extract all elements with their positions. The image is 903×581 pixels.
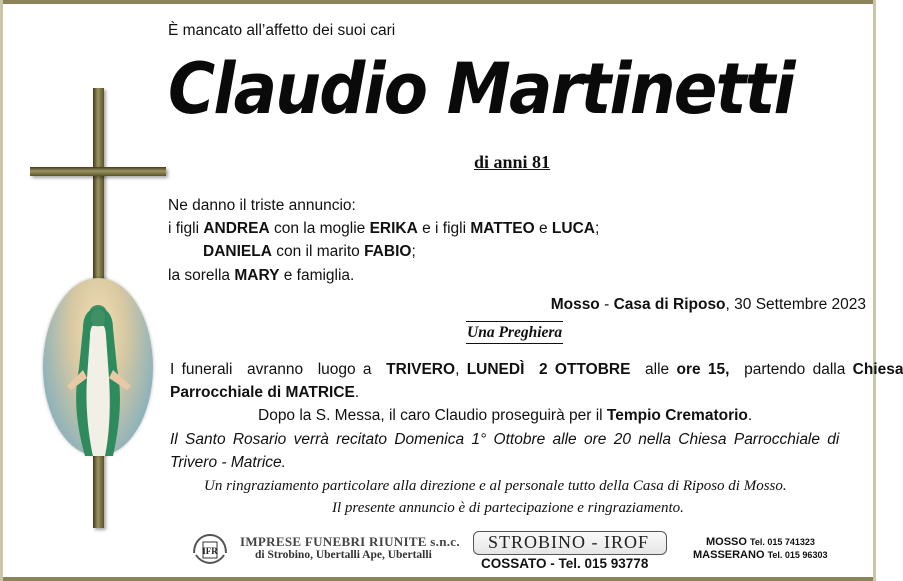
text-run: partendo dalla [729,361,853,378]
text-run: LUCA [551,220,595,237]
text-run: LUNEDÌ 2 OTTOBRE [466,361,631,378]
funeral-line-1 [170,361,903,379]
text-run: MARY [234,267,280,284]
text-run: Casa di Riposo [613,296,726,313]
deceased-name: Claudio Martinetti [168,48,794,130]
place-date [551,296,866,314]
cossato-contact: COSSATO - Tel. 015 93778 [481,556,649,571]
announcement-line-4 [168,267,354,285]
text-run: - [599,296,614,313]
madonna-icon [43,278,153,456]
company-subtitle: di Strobino, Ubertalli Ape, Ubertalli [255,549,432,561]
text-run: , 30 Settembre 2023 [725,296,866,313]
text-run: ERIKA [369,220,418,237]
prayer-label: Una Preghiera [466,321,563,344]
text-run: ; [594,220,600,237]
rosary-line-2: Trivero - Matrice. [170,454,286,471]
text-run: Tempio Crematorio [606,407,748,424]
text-run: e [534,220,552,237]
text-run: Chiesa [852,361,903,378]
thanks-line-1: Un ringraziamento particolare alla direzione e al personale tutto della Casa di Riposo di Mosso. [204,478,787,494]
text-run: MATTEO [470,220,535,237]
text-run: i figli [168,220,204,237]
text-run: ; [411,243,416,260]
masserano-contact [693,549,827,561]
rosary-line-1: Il Santo Rosario verrà recitato Domenica 1° Ottobre alle ore 20 nella Chiesa Parrocchiale di [170,431,840,448]
text-run: con la moglie [269,220,370,237]
text-run: Mosso [550,296,600,313]
masserano-label: MASSERANO [693,549,765,561]
text-run: DANIELA [203,243,272,260]
mosso-tel: Tel. 015 741323 [750,537,815,547]
frame-right-edge [873,0,876,581]
frame-left-edge [0,0,3,581]
text-run: . [747,407,753,424]
logo-letters: IFR [202,546,218,556]
text-run: e i figli [417,220,471,237]
funeral-home-logo-icon [190,533,230,565]
text-run: . [354,384,360,401]
mosso-contact [706,536,815,548]
text-run: FABIO [364,243,412,260]
text-run: , [455,361,467,378]
company-name: IMPRESE FUNEBRI RIUNITE s.n.c. [240,534,460,549]
announcement-line-2 [168,220,599,238]
text-run: Dopo la S. Messa, il caro Claudio proseguirà per il [258,407,607,424]
text-run: TRIVERO [386,361,456,378]
text-run: I funerali avranno luogo a [170,361,387,378]
funeral-line-3 [258,407,752,425]
masserano-tel: Tel. 015 96303 [767,550,828,560]
brand-label: STROBINO - IROF [488,532,650,552]
funeral-line-2 [170,384,359,402]
age-text: di anni 81 [474,152,551,172]
intro-text: È mancato all’affetto dei suoi cari [168,22,396,39]
text-run: ANDREA [203,220,270,237]
text-run: ore 15, [676,361,730,378]
cross-arm [30,167,166,176]
announcement-line-1: Ne danno il triste annuncio: [168,197,356,214]
text-run: la sorella [168,267,235,284]
mosso-label: MOSSO [706,536,747,548]
thanks-line-2: Il presente annuncio è di partecipazione e ringraziamento. [332,500,684,516]
text-run: con il marito [271,243,365,260]
announcement-line-3 [203,243,416,261]
text-run: Parrocchiale di MATRICE [170,384,355,401]
text-run: alle [630,361,677,378]
text-run: e famiglia. [279,267,355,284]
